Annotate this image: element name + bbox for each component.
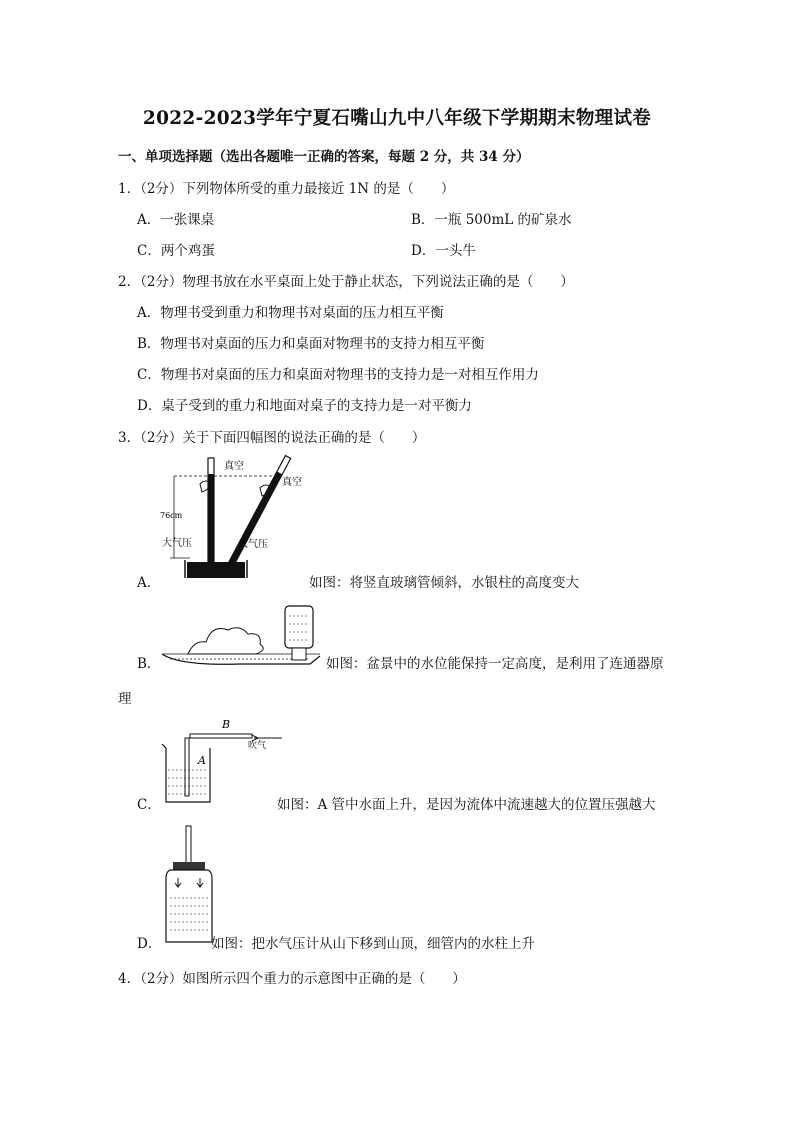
question-3-option-a-text: 如图：将竖直玻璃管倾斜，水银柱的高度变大: [309, 575, 579, 591]
question-3-option-b-text: 如图：盆景中的水位能保持一定高度，是利用了连通器原: [326, 656, 664, 672]
question-3-stem: 3．（2分）关于下面四幅图的说法正确的是（ ）: [118, 430, 426, 446]
label-b: B: [222, 718, 231, 731]
figure-c-blowing: [160, 716, 280, 808]
section-heading: 一、单项选择题（选出各题唯一正确的答案，每题 2 分，共 34 分）: [118, 149, 530, 165]
question-3-option-c-text: 如图：A 管中水面上升，是因为流体中流速越大的位置压强越大: [277, 797, 656, 813]
question-3-option-a-letter: A．: [137, 575, 161, 591]
figure-b-bonsai: [160, 604, 326, 666]
page-title: 2022-2023学年宁夏石嘴山九中八年级下学期期末物理试卷: [142, 108, 652, 129]
figure-a-torricelli: [160, 452, 320, 582]
question-2-option-b: B．物理书对桌面的压力和桌面对物理书的支持力相互平衡: [137, 336, 485, 352]
label-a: A: [198, 754, 206, 767]
question-3-option-b-letter: B．: [137, 656, 161, 672]
label-atm-1: 大气压: [162, 538, 192, 549]
label-vacuum-2: 真空: [282, 477, 302, 488]
label-vacuum-1: 真空: [224, 461, 244, 472]
question-1-stem: 1．（2分）下列物体所受的重力最接近 1N 的是（ ）: [118, 181, 455, 197]
question-1-option-c: C．两个鸡蛋: [137, 243, 215, 259]
question-3-option-b-wrap: 理: [118, 691, 132, 707]
question-2-option-d: D．桌子受到的重力和地面对桌子的支持力是一对平衡力: [137, 398, 472, 414]
label-76cm: 76cm: [160, 511, 183, 520]
question-1-option-a: A．一张课桌: [137, 212, 215, 228]
label-blow: 吹气: [248, 741, 267, 751]
label-atm-2: 大气压: [238, 539, 268, 550]
question-3-option-d-letter: D．: [137, 936, 162, 952]
question-2-stem: 2．（2分）物理书放在水平桌面上处于静止状态，下列说法正确的是（ ）: [118, 274, 574, 290]
question-2-option-a: A．物理书受到重力和物理书对桌面的压力相互平衡: [137, 305, 444, 321]
question-1-option-d: D．一头牛: [411, 243, 476, 259]
question-4-stem: 4．（2分）如图所示四个重力的示意图中正确的是（ ）: [118, 971, 466, 987]
question-3-option-d-text: 如图：把水气压计从山下移到山顶，细管内的水柱上升: [211, 936, 535, 952]
question-2-option-c: C．物理书对桌面的压力和桌面对物理书的支持力是一对相互作用力: [137, 367, 539, 383]
figure-d-barometer: [160, 826, 220, 946]
question-1-option-b: B．一瓶 500mL 的矿泉水: [411, 212, 572, 228]
question-3-option-c-letter: C．: [137, 797, 161, 813]
